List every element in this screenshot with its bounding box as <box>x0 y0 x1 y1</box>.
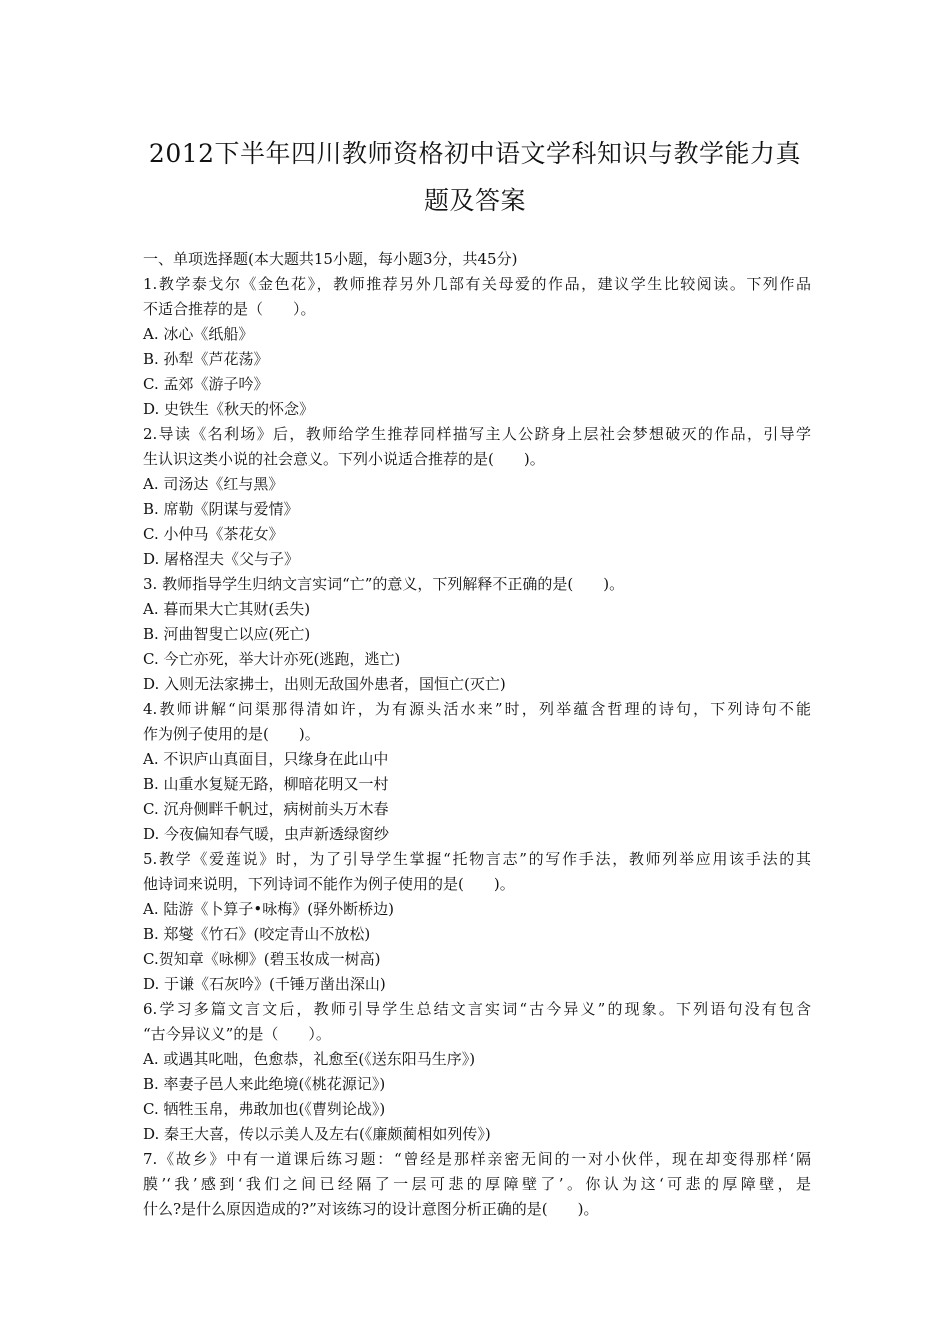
question-4-option-b: B. 山重水复疑无路，柳暗花明又一村 <box>143 775 389 793</box>
question-5-option-c: C.贺知章《咏柳》(碧玉妆成一树高) <box>143 950 381 968</box>
question-5-option-b: B. 郑燮《竹石》(咬定青山不放松) <box>143 925 371 943</box>
question-6-option-a: A. 或遇其叱咄，色愈恭，礼愈至(《送东阳马生序》) <box>143 1050 476 1068</box>
question-7-stem-cont: 膜’‘我’感到‘我们之间已经隔了一层可悲的厚障壁了’。你认为这‘可悲的厚障壁，是 <box>143 1175 811 1193</box>
question-6-option-c: C. 牺牲玉帛，弗敢加也(《曹刿论战》) <box>143 1100 386 1118</box>
question-3-option-d: D. 入则无法家拂士，出则无敌国外患者，国恒亡(灭亡) <box>143 675 506 693</box>
question-6-stem-cont: “古今异议义”的是（ ）。 <box>143 1025 331 1043</box>
question-2-option-b: B. 席勒《阴谋与爱情》 <box>143 500 299 518</box>
question-2-stem-cont: 生认识这类小说的社会意义。下列小说适合推荐的是( )。 <box>143 450 545 468</box>
question-3-option-b: B. 河曲智叟亡以应(死亡) <box>143 625 311 643</box>
question-5-stem: 5.教学《爱莲说》时，为了引导学生掌握“托物言志”的写作手法，教师列举应用该手法的其 <box>143 850 811 868</box>
question-4-stem: 4.教师讲解“问渠那得清如许，为有源头活水来”时，列举蕴含哲理的诗句，下列诗句不能 <box>143 700 811 718</box>
question-6-option-d: D. 秦王大喜，传以示美人及左右(《廉颇蔺相如列传》) <box>143 1125 491 1143</box>
question-2-option-a: A. 司汤达《红与黑》 <box>143 475 284 493</box>
question-5-option-d: D. 于谦《石灰吟》(千锤万凿出深山) <box>143 975 386 993</box>
question-1-option-c: C. 孟郊《游子吟》 <box>143 375 269 393</box>
question-5-option-a: A. 陆游《卜算子•咏梅》(驿外断桥边) <box>143 900 394 918</box>
question-1-option-d: D. 史铁生《秋天的怀念》 <box>143 400 315 418</box>
question-1-option-a: A. 冰心《纸船》 <box>143 325 254 343</box>
question-7-stem: 7.《故乡》中有一道课后练习题：“曾经是那样亲密无间的一对小伙伴，现在却变得那样‘隔 <box>143 1150 811 1168</box>
question-5-stem-cont: 他诗词来说明，下列诗词不能作为例子使用的是( )。 <box>143 875 515 893</box>
document-body <box>143 247 811 1222</box>
question-2-stem: 2.导读《名利场》后，教师给学生推荐同样描写主人公跻身上层社会梦想破灭的作品，引导学 <box>143 425 811 443</box>
question-1-option-b: B. 孙犁《芦花荡》 <box>143 350 269 368</box>
question-1-stem: 1.教学泰戈尔《金色花》，教师推荐另外几部有关母爱的作品，建议学生比较阅读。下列作品 <box>143 275 811 293</box>
question-7-stem-end: 什么?是什么原因造成的?”对该练习的设计意图分析正确的是( )。 <box>143 1200 599 1218</box>
question-6-stem: 6.学习多篇文言文后，教师引导学生总结文言实词“古今异义”的现象。下列语句没有包含 <box>143 1000 811 1018</box>
question-4-stem-cont: 作为例子使用的是( )。 <box>143 725 320 743</box>
question-3-option-a: A. 暮而果大亡其财(丢失) <box>143 600 311 618</box>
question-1-stem-cont: 不适合推荐的是（ ）。 <box>143 300 316 318</box>
question-2-option-c: C. 小仲马《茶花女》 <box>143 525 284 543</box>
question-4-option-d: D. 今夜偏知春气暖，虫声新透绿窗纱 <box>143 825 390 843</box>
question-4-option-a: A. 不识庐山真面目，只缘身在此山中 <box>143 750 389 768</box>
question-3-option-c: C. 今亡亦死，举大计亦死(逃跑，逃亡) <box>143 650 401 668</box>
question-6-option-b: B. 率妻子邑人来此绝境(《桃花源记》) <box>143 1075 386 1093</box>
document-title-line-2: 题及答案 <box>423 186 526 215</box>
section-heading: 一、单项选择题(本大题共15小题，每小题3分，共45分) <box>143 250 518 268</box>
question-2-option-d: D. 屠格涅夫《父与子》 <box>143 550 300 568</box>
document-title-line-1: 2012下半年四川教师资格初中语文学科知识与教学能力真 <box>148 139 802 168</box>
question-4-option-c: C. 沉舟侧畔千帆过，病树前头万木春 <box>143 800 389 818</box>
question-3-stem: 3. 教师指导学生归纳文言实词“亡”的意义，下列解释不正确的是( )。 <box>143 575 625 593</box>
